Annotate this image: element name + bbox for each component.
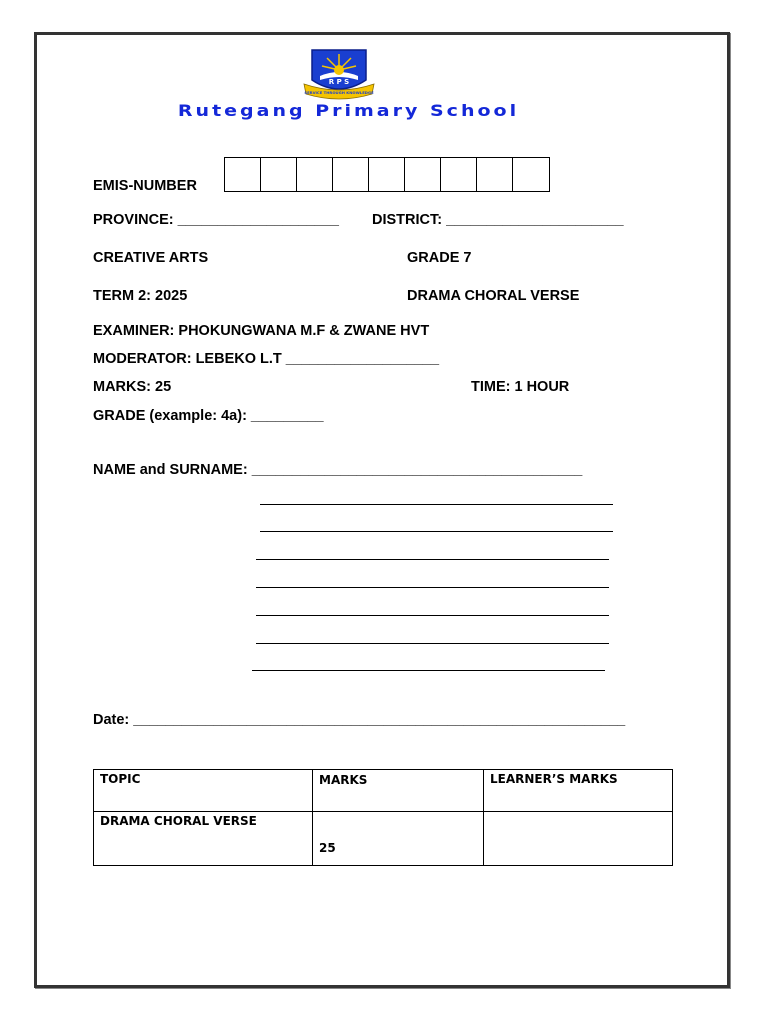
- grade-class-field[interactable]: GRADE (example: 4a): _________: [93, 408, 324, 424]
- district-field[interactable]: DISTRICT: ______________________: [372, 212, 624, 228]
- emis-box[interactable]: [441, 158, 477, 191]
- emis-number-boxes[interactable]: [224, 157, 550, 192]
- term-label: TERM 2: 2025: [93, 288, 188, 304]
- subject-label: CREATIVE ARTS: [93, 250, 209, 266]
- header-learner-marks: LEARNER’S MARKS: [484, 770, 673, 812]
- table-header-row: [94, 770, 673, 812]
- writing-line[interactable]: [252, 670, 605, 671]
- grade-label: GRADE 7: [407, 250, 472, 266]
- school-logo: [298, 46, 380, 104]
- writing-line[interactable]: [260, 531, 613, 532]
- emis-box[interactable]: [477, 158, 513, 191]
- emis-box[interactable]: [261, 158, 297, 191]
- name-surname-field[interactable]: NAME and SURNAME: _________________________________________: [93, 462, 583, 478]
- row-learner-marks[interactable]: [484, 812, 673, 866]
- date-field[interactable]: Date: _____________________________________________________________: [93, 712, 626, 728]
- time-label: TIME: 1 HOUR: [471, 379, 570, 395]
- emis-box[interactable]: [405, 158, 441, 191]
- header-topic: TOPIC: [94, 770, 313, 812]
- emis-box[interactable]: [513, 158, 549, 191]
- emis-box[interactable]: [333, 158, 369, 191]
- writing-line[interactable]: [260, 504, 613, 505]
- school-name: Rutegang Primary School: [177, 101, 520, 121]
- table-row: [94, 812, 673, 866]
- logo-initials: R P S: [328, 78, 350, 86]
- writing-line[interactable]: [256, 587, 609, 588]
- writing-line[interactable]: [256, 643, 609, 644]
- emis-label: EMIS-NUMBER: [93, 178, 197, 194]
- topic-label: DRAMA CHORAL VERSE: [407, 288, 580, 304]
- header-marks: MARKS: [313, 770, 484, 812]
- emis-box[interactable]: [225, 158, 261, 191]
- emis-box[interactable]: [297, 158, 333, 191]
- emis-box[interactable]: [369, 158, 405, 191]
- writing-line[interactable]: [256, 615, 609, 616]
- row-marks: 25: [313, 812, 484, 866]
- row-topic: DRAMA CHORAL VERSE: [94, 812, 313, 866]
- province-field[interactable]: PROVINCE: ____________________: [93, 212, 339, 228]
- examiner-label: EXAMINER: PHOKUNGWANA M.F & ZWANE HVT: [93, 323, 430, 339]
- logo-motto: SERVICE THROUGH KNOWLEDGE: [304, 90, 374, 95]
- marks-label: MARKS: 25: [93, 379, 172, 395]
- moderator-field[interactable]: MODERATOR: LEBEKO L.T ___________________: [93, 351, 440, 367]
- marks-table: [93, 769, 673, 866]
- writing-line[interactable]: [256, 559, 609, 560]
